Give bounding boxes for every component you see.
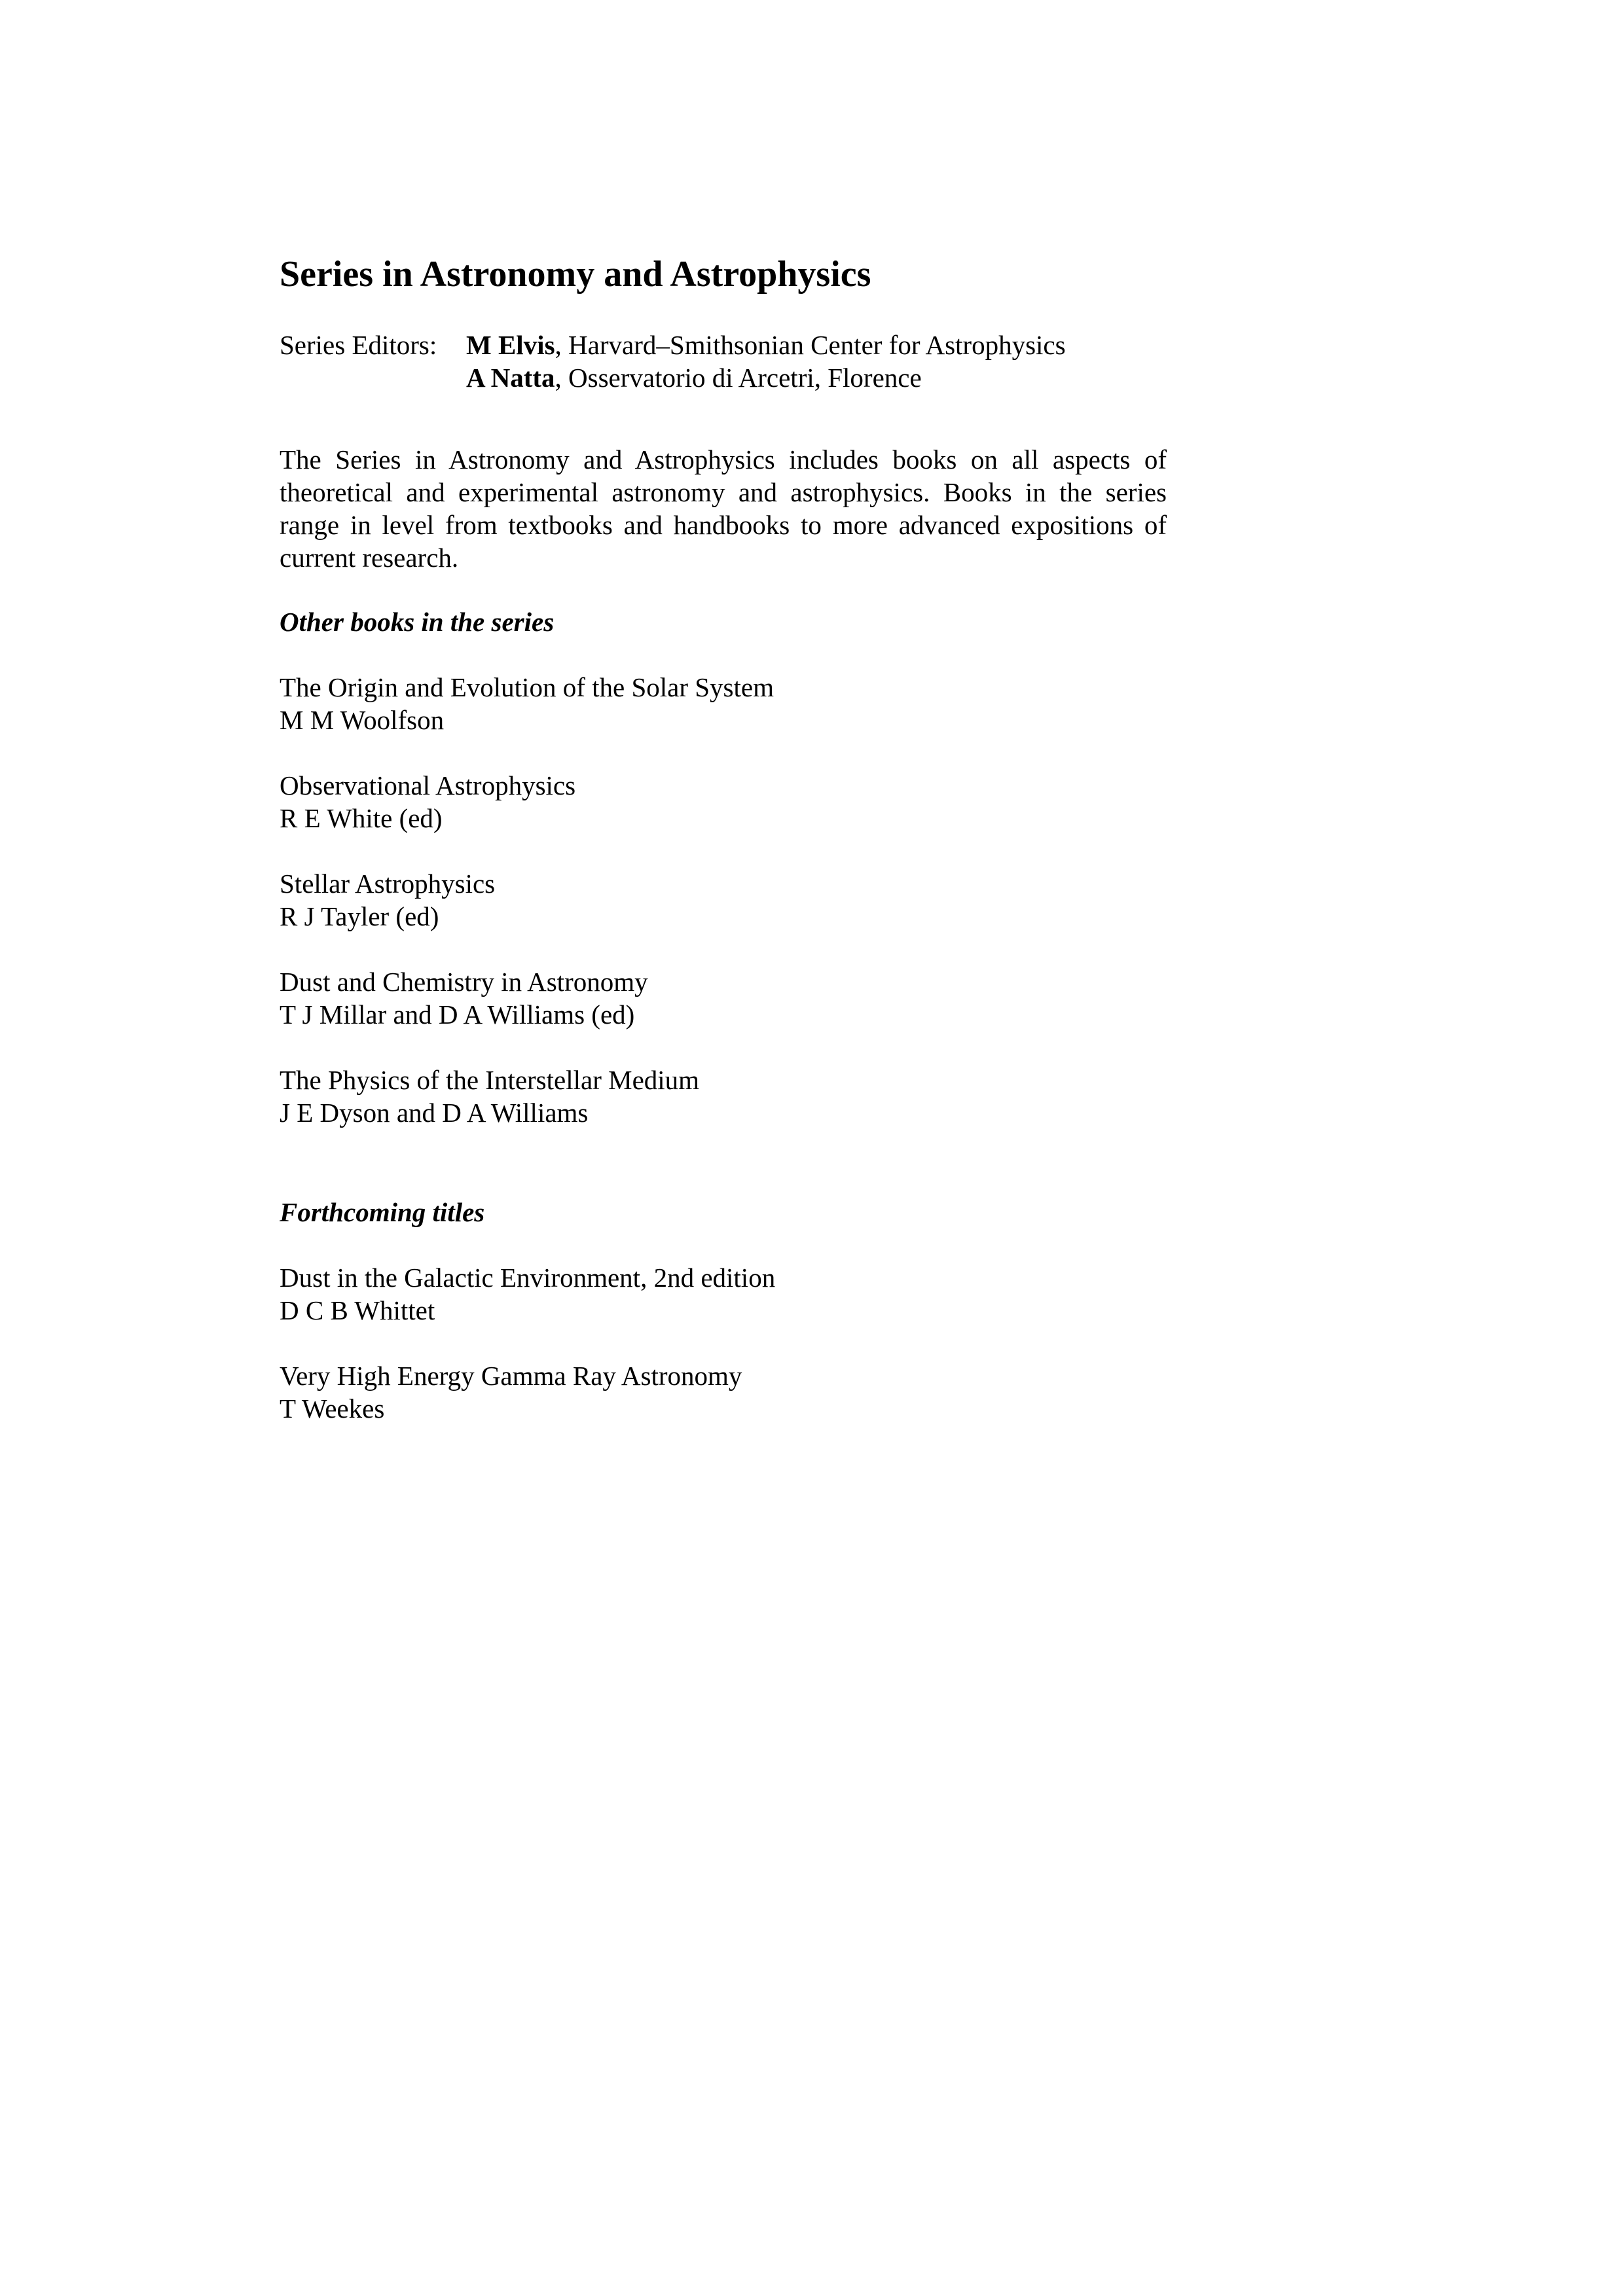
book-author: T J Millar and D A Williams (ed)	[280, 999, 635, 1030]
book-title: Dust and Chemistry in Astronomy	[280, 967, 648, 997]
book-title: Stellar Astrophysics	[280, 869, 496, 899]
editor-affiliation: , Harvard–Smithsonian Center for Astrophysics	[555, 330, 1066, 360]
book-title: Very High Energy Gamma Ray Astronomy	[280, 1361, 742, 1391]
editor-entry	[466, 329, 1066, 361]
other-books-heading: Other books in the series	[280, 607, 555, 637]
editor-name: A Natta	[466, 363, 555, 393]
forthcoming-entry	[280, 1359, 742, 1425]
book-title: The Origin and Evolution of the Solar System	[280, 672, 774, 702]
book-title: The Physics of the Interstellar Medium	[280, 1065, 700, 1095]
book-author: J E Dyson and D A Williams	[280, 1098, 589, 1128]
forthcoming-entry	[280, 1261, 775, 1327]
book-entry	[280, 965, 648, 1031]
book-title: Observational Astrophysics	[280, 770, 576, 800]
editor-name: M Elvis	[466, 330, 555, 360]
series-title: Series in Astronomy and Astrophysics	[280, 254, 871, 295]
editor-affiliation: , Osservatorio di Arcetri, Florence	[555, 363, 922, 393]
editor-entry	[466, 361, 922, 394]
book-entry	[280, 867, 495, 933]
series-editors-label: Series Editors:	[280, 330, 437, 360]
book-title: Dust in the Galactic Environment, 2nd edition	[280, 1263, 776, 1293]
book-author: D C B Whittet	[280, 1295, 435, 1325]
book-entry	[280, 769, 575, 834]
book-author: R J Tayler (ed)	[280, 901, 439, 931]
forthcoming-heading: Forthcoming titles	[280, 1197, 485, 1227]
book-author: R E White (ed)	[280, 803, 443, 833]
book-author: M M Woolfson	[280, 705, 445, 735]
book-entry	[280, 671, 774, 736]
book-entry	[280, 1064, 699, 1129]
series-description: The Series in Astronomy and Astrophysics includes books on all aspects of theoretical and experimental astronomy and astrophysics. Books in the series range in level from textbooks and handbooks to more advanced expositions of current research.	[280, 444, 1167, 573]
book-author: T Weekes	[280, 1393, 385, 1424]
